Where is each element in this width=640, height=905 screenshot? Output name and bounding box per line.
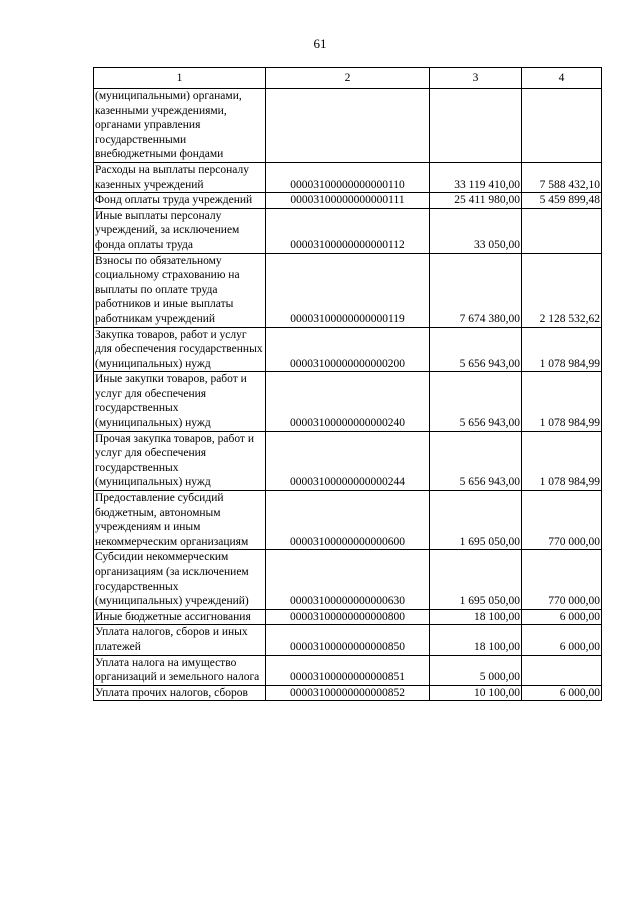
row-value-col4: 770 000,00 xyxy=(522,550,602,609)
row-code: 00003100000000000851 xyxy=(266,655,430,685)
row-value-col3: 5 656 943,00 xyxy=(430,372,522,431)
row-value-col3: 5 656 943,00 xyxy=(430,431,522,490)
row-code: 00003100000000000850 xyxy=(266,625,430,655)
table-row xyxy=(94,208,602,253)
column-header: 3 xyxy=(430,68,522,89)
row-description: Предоставление субсидий бюджетным, автономным учреждениям и иным некоммерческим организациям xyxy=(94,491,266,550)
row-value-col4: 1 078 984,99 xyxy=(522,431,602,490)
row-value-col3: 10 100,00 xyxy=(430,685,522,701)
row-description: Иные бюджетные ассигнования xyxy=(94,609,266,625)
row-value-col4 xyxy=(522,89,602,163)
row-value-col4: 2 128 532,62 xyxy=(522,253,602,327)
row-value-col3 xyxy=(430,89,522,163)
row-description: Уплата прочих налогов, сборов xyxy=(94,685,266,701)
row-description: Иные закупки товаров, работ и услуг для обеспечения государственных (муниципальных) нужд xyxy=(94,372,266,431)
row-code: 00003100000000000244 xyxy=(266,431,430,490)
row-code: 00003100000000000600 xyxy=(266,491,430,550)
row-description: Фонд оплаты труда учреждений xyxy=(94,193,266,209)
row-code xyxy=(266,89,430,163)
row-code: 00003100000000000110 xyxy=(266,162,430,192)
table-row xyxy=(94,655,602,685)
row-value-col3: 5 656 943,00 xyxy=(430,327,522,372)
table-row xyxy=(94,625,602,655)
table-row xyxy=(94,162,602,192)
row-description: Уплата налогов, сборов и иных платежей xyxy=(94,625,266,655)
row-code: 00003100000000000852 xyxy=(266,685,430,701)
row-value-col3: 1 695 050,00 xyxy=(430,491,522,550)
row-value-col4: 770 000,00 xyxy=(522,491,602,550)
table-row xyxy=(94,685,602,701)
row-value-col4: 6 000,00 xyxy=(522,609,602,625)
table-row xyxy=(94,609,602,625)
row-value-col4: 1 078 984,99 xyxy=(522,372,602,431)
row-description: Субсидии некоммерческим организациям (за исключением государственных (муниципальных) учреждений) xyxy=(94,550,266,609)
row-code: 00003100000000000112 xyxy=(266,208,430,253)
row-code: 00003100000000000800 xyxy=(266,609,430,625)
table-row xyxy=(94,550,602,609)
table-header-row xyxy=(94,68,602,89)
row-code: 00003100000000000200 xyxy=(266,327,430,372)
table-row xyxy=(94,193,602,209)
row-value-col4: 6 000,00 xyxy=(522,625,602,655)
row-description: Иные выплаты персоналу учреждений, за исключением фонда оплаты труда xyxy=(94,208,266,253)
row-value-col3: 1 695 050,00 xyxy=(430,550,522,609)
row-code: 00003100000000000240 xyxy=(266,372,430,431)
row-description: Взносы по обязательному социальному страхованию на выплаты по оплате труда работников и иные выплаты работникам учреждений xyxy=(94,253,266,327)
row-value-col3: 25 411 980,00 xyxy=(430,193,522,209)
row-value-col4: 5 459 899,48 xyxy=(522,193,602,209)
row-value-col3: 7 674 380,00 xyxy=(430,253,522,327)
row-description: Уплата налога на имущество организаций и земельного налога xyxy=(94,655,266,685)
row-value-col4: 6 000,00 xyxy=(522,685,602,701)
row-description: Прочая закупка товаров, работ и услуг для обеспечения государственных (муниципальных) нужд xyxy=(94,431,266,490)
row-code: 00003100000000000111 xyxy=(266,193,430,209)
row-description: Закупка товаров, работ и услуг для обеспечения государственных (муниципальных) нужд xyxy=(94,327,266,372)
table-row xyxy=(94,372,602,431)
column-header: 4 xyxy=(522,68,602,89)
row-value-col3: 33 050,00 xyxy=(430,208,522,253)
row-value-col4 xyxy=(522,208,602,253)
row-value-col4: 7 588 432,10 xyxy=(522,162,602,192)
table-row xyxy=(94,327,602,372)
row-description: Расходы на выплаты персоналу казенных учреждений xyxy=(94,162,266,192)
table-row xyxy=(94,431,602,490)
row-value-col3: 33 119 410,00 xyxy=(430,162,522,192)
row-value-col3: 5 000,00 xyxy=(430,655,522,685)
page-number: 61 xyxy=(313,36,327,51)
row-value-col3: 18 100,00 xyxy=(430,625,522,655)
column-header: 2 xyxy=(266,68,430,89)
column-header: 1 xyxy=(94,68,266,89)
row-value-col4 xyxy=(522,655,602,685)
budget-table xyxy=(93,67,602,701)
table-row xyxy=(94,253,602,327)
row-description: (муниципальными) органами, казенными учреждениями, органами управления государственными внебюджетными фондами xyxy=(94,89,266,163)
row-value-col3: 18 100,00 xyxy=(430,609,522,625)
table-row xyxy=(94,89,602,163)
table-row xyxy=(94,491,602,550)
row-code: 00003100000000000630 xyxy=(266,550,430,609)
row-code: 00003100000000000119 xyxy=(266,253,430,327)
row-value-col4: 1 078 984,99 xyxy=(522,327,602,372)
